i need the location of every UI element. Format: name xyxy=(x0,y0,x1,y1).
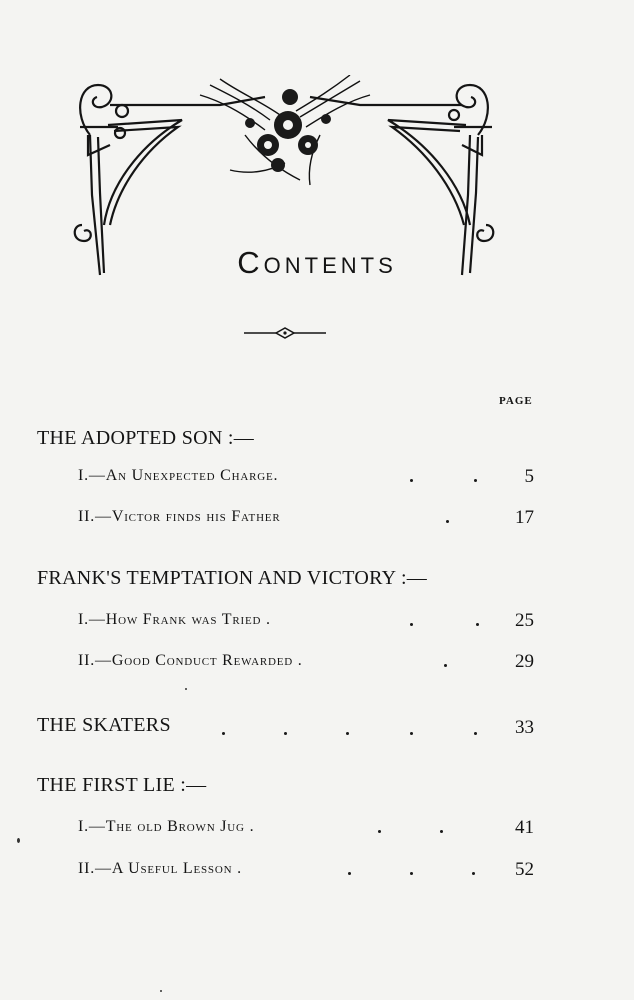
entry-page-number: 5 xyxy=(524,466,534,487)
entry-label: I.—The old Brown Jug . xyxy=(78,818,255,835)
leader-dot xyxy=(474,732,477,735)
leader-dot xyxy=(284,732,287,735)
section-title: THE ADOPTED SON :— xyxy=(37,427,255,449)
section-title[interactable]: THE SKATERS xyxy=(37,714,171,736)
entry-label: I.—How Frank was Tried . xyxy=(78,611,271,628)
entry-label: II.—Good Conduct Rewarded . xyxy=(78,652,303,669)
paper-speck xyxy=(160,990,162,992)
toc-entry[interactable] xyxy=(78,611,538,637)
leader-dot xyxy=(474,479,477,482)
paper-speck xyxy=(17,838,20,843)
leader-dot xyxy=(472,872,475,875)
leader-dot xyxy=(410,479,413,482)
entry-label: I.—An Unexpected Charge. xyxy=(78,467,279,484)
leader-dot xyxy=(410,872,413,875)
section-title: FRANK'S TEMPTATION AND VICTORY :— xyxy=(37,567,428,589)
leader-dot xyxy=(348,872,351,875)
entry-page-number: 33 xyxy=(515,717,534,738)
leader-dot xyxy=(446,520,449,523)
toc-entry[interactable] xyxy=(78,652,538,678)
leader-dot xyxy=(444,664,447,667)
entry-page-number: 29 xyxy=(515,651,534,672)
toc-entry[interactable] xyxy=(78,818,538,844)
leader-dot xyxy=(410,623,413,626)
leader-dot xyxy=(222,732,225,735)
leader-dot xyxy=(410,732,413,735)
entry-page-number: 41 xyxy=(515,817,534,838)
leader-dot xyxy=(346,732,349,735)
title-divider-ornament xyxy=(242,326,328,340)
page-title: Contents xyxy=(237,245,397,280)
leader-dot xyxy=(378,830,381,833)
toc-entry[interactable] xyxy=(78,860,538,886)
paper-speck xyxy=(185,688,187,690)
toc-entry[interactable] xyxy=(78,467,538,493)
entry-page-number: 52 xyxy=(515,859,534,880)
entry-label: II.—A Useful Lesson . xyxy=(78,860,242,877)
toc-entry[interactable] xyxy=(78,508,538,534)
leader-dot xyxy=(440,830,443,833)
entry-label: II.—Victor finds his Father xyxy=(78,508,281,525)
page-column-label: PAGE xyxy=(499,395,533,407)
section-title: THE FIRST LIE :— xyxy=(37,774,207,796)
leader-dot xyxy=(476,623,479,626)
entry-page-number: 17 xyxy=(515,507,534,528)
entry-page-number: 25 xyxy=(515,610,534,631)
